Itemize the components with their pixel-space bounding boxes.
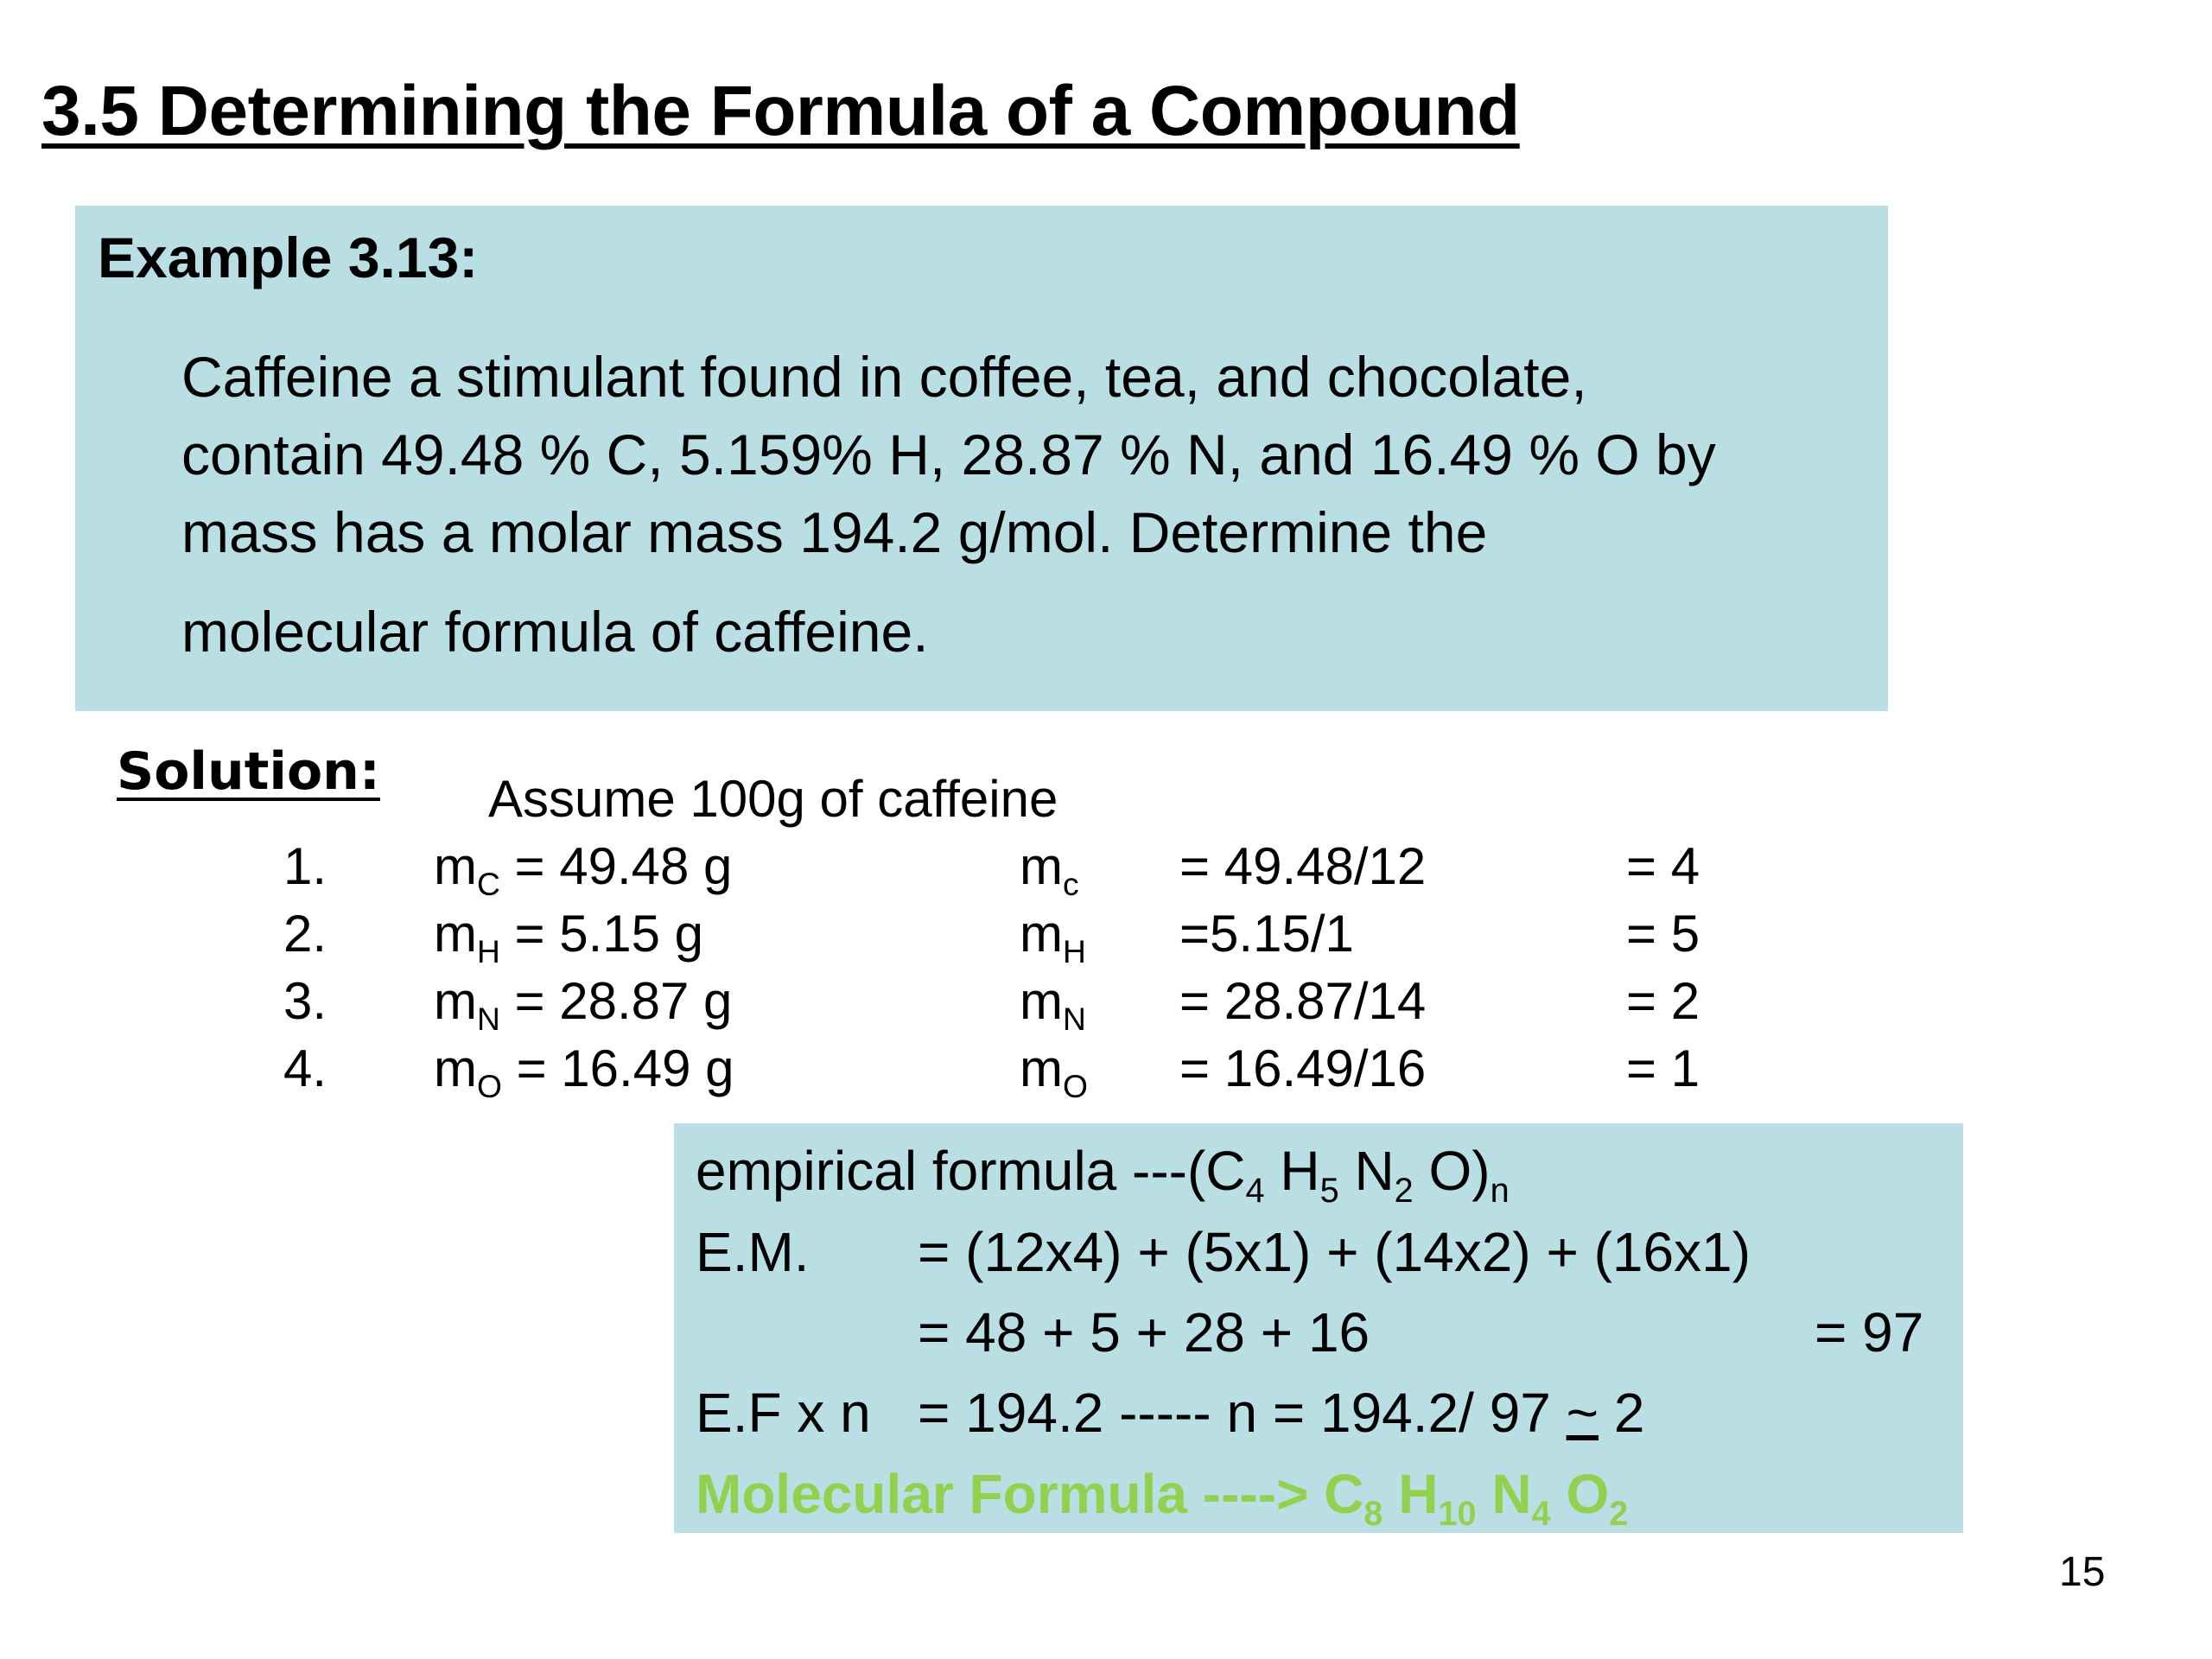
em-total: = 97 — [1815, 1301, 1924, 1363]
em-sum: = 48 + 5 + 28 + 16 — [918, 1301, 1370, 1363]
page-number: 15 — [2059, 1549, 2106, 1595]
moles-result: = 4 — [1626, 837, 1700, 895]
example-label: Example 3.13: — [98, 226, 479, 289]
moles-calculation: =5.15/1 — [1179, 905, 1354, 963]
mass-given: $m_N = 28.87$ g — [434, 972, 733, 1038]
problem-line: mass has a molar mass 194.2 g/mol. Determine the — [181, 500, 1488, 564]
moles-result: = 1 — [1626, 1039, 1700, 1097]
moles-result: = 5 — [1626, 905, 1700, 963]
moles-calculation: = 16.49/16 — [1179, 1039, 1427, 1097]
step-number: 3. — [283, 972, 327, 1030]
mass-given: $m_C = 49.48$ g — [434, 837, 733, 903]
efn-calculation: = 194.2 ----- n = 194.2/ 97 ~ 2 — [918, 1382, 1645, 1444]
mass-given: $m_H = 5.15$ g — [434, 905, 704, 970]
moles-calculation: = 49.48/12 — [1179, 837, 1427, 895]
efn-label: E.F x n — [696, 1382, 871, 1444]
step-number: 2. — [283, 905, 327, 963]
step-number: 1. — [283, 837, 327, 895]
moles-calculation: = 28.87/14 — [1179, 972, 1427, 1030]
empirical-formula: empirical formula $---(C_4$ $H_5$ $N_2$ $O)_n$ — [696, 1140, 1510, 1210]
mass-given: $m_O = 16.49$ g — [434, 1039, 734, 1105]
em-label: E.M. — [696, 1221, 810, 1283]
em-expansion: = (12x4) + (5x1) + (14x2) + (16x1) — [918, 1221, 1751, 1283]
moles-symbol: $m_H$ — [1020, 905, 1086, 970]
slide-title: 3.5 Determining the Formula of a Compound — [41, 72, 1520, 150]
problem-line: contain 49.48 % C, 5.159% H, 28.87 % N, and 16.49 % O by — [181, 423, 1716, 486]
moles-symbol: $m_N$ — [1020, 972, 1086, 1038]
step-number: 4. — [283, 1039, 327, 1097]
problem-line: Caffeine a stimulant found in coffee, tea, and chocolate, — [181, 345, 1587, 409]
solution-label: Solution: — [117, 741, 380, 802]
problem-line: molecular formula of caffeine. — [181, 600, 929, 664]
moles-symbol: $m_c$ — [1020, 837, 1079, 903]
assumption-text: Assume 100g of caffeine — [488, 770, 1058, 828]
molecular-formula: Molecular Formula ----> $C_8$ $H_{10}$ $N_4$ $O_2$ — [696, 1463, 1629, 1533]
moles-result: = 2 — [1626, 972, 1700, 1030]
approx-symbol: ~ — [1566, 1382, 1599, 1444]
moles-symbol: $m_O$ — [1020, 1039, 1088, 1105]
